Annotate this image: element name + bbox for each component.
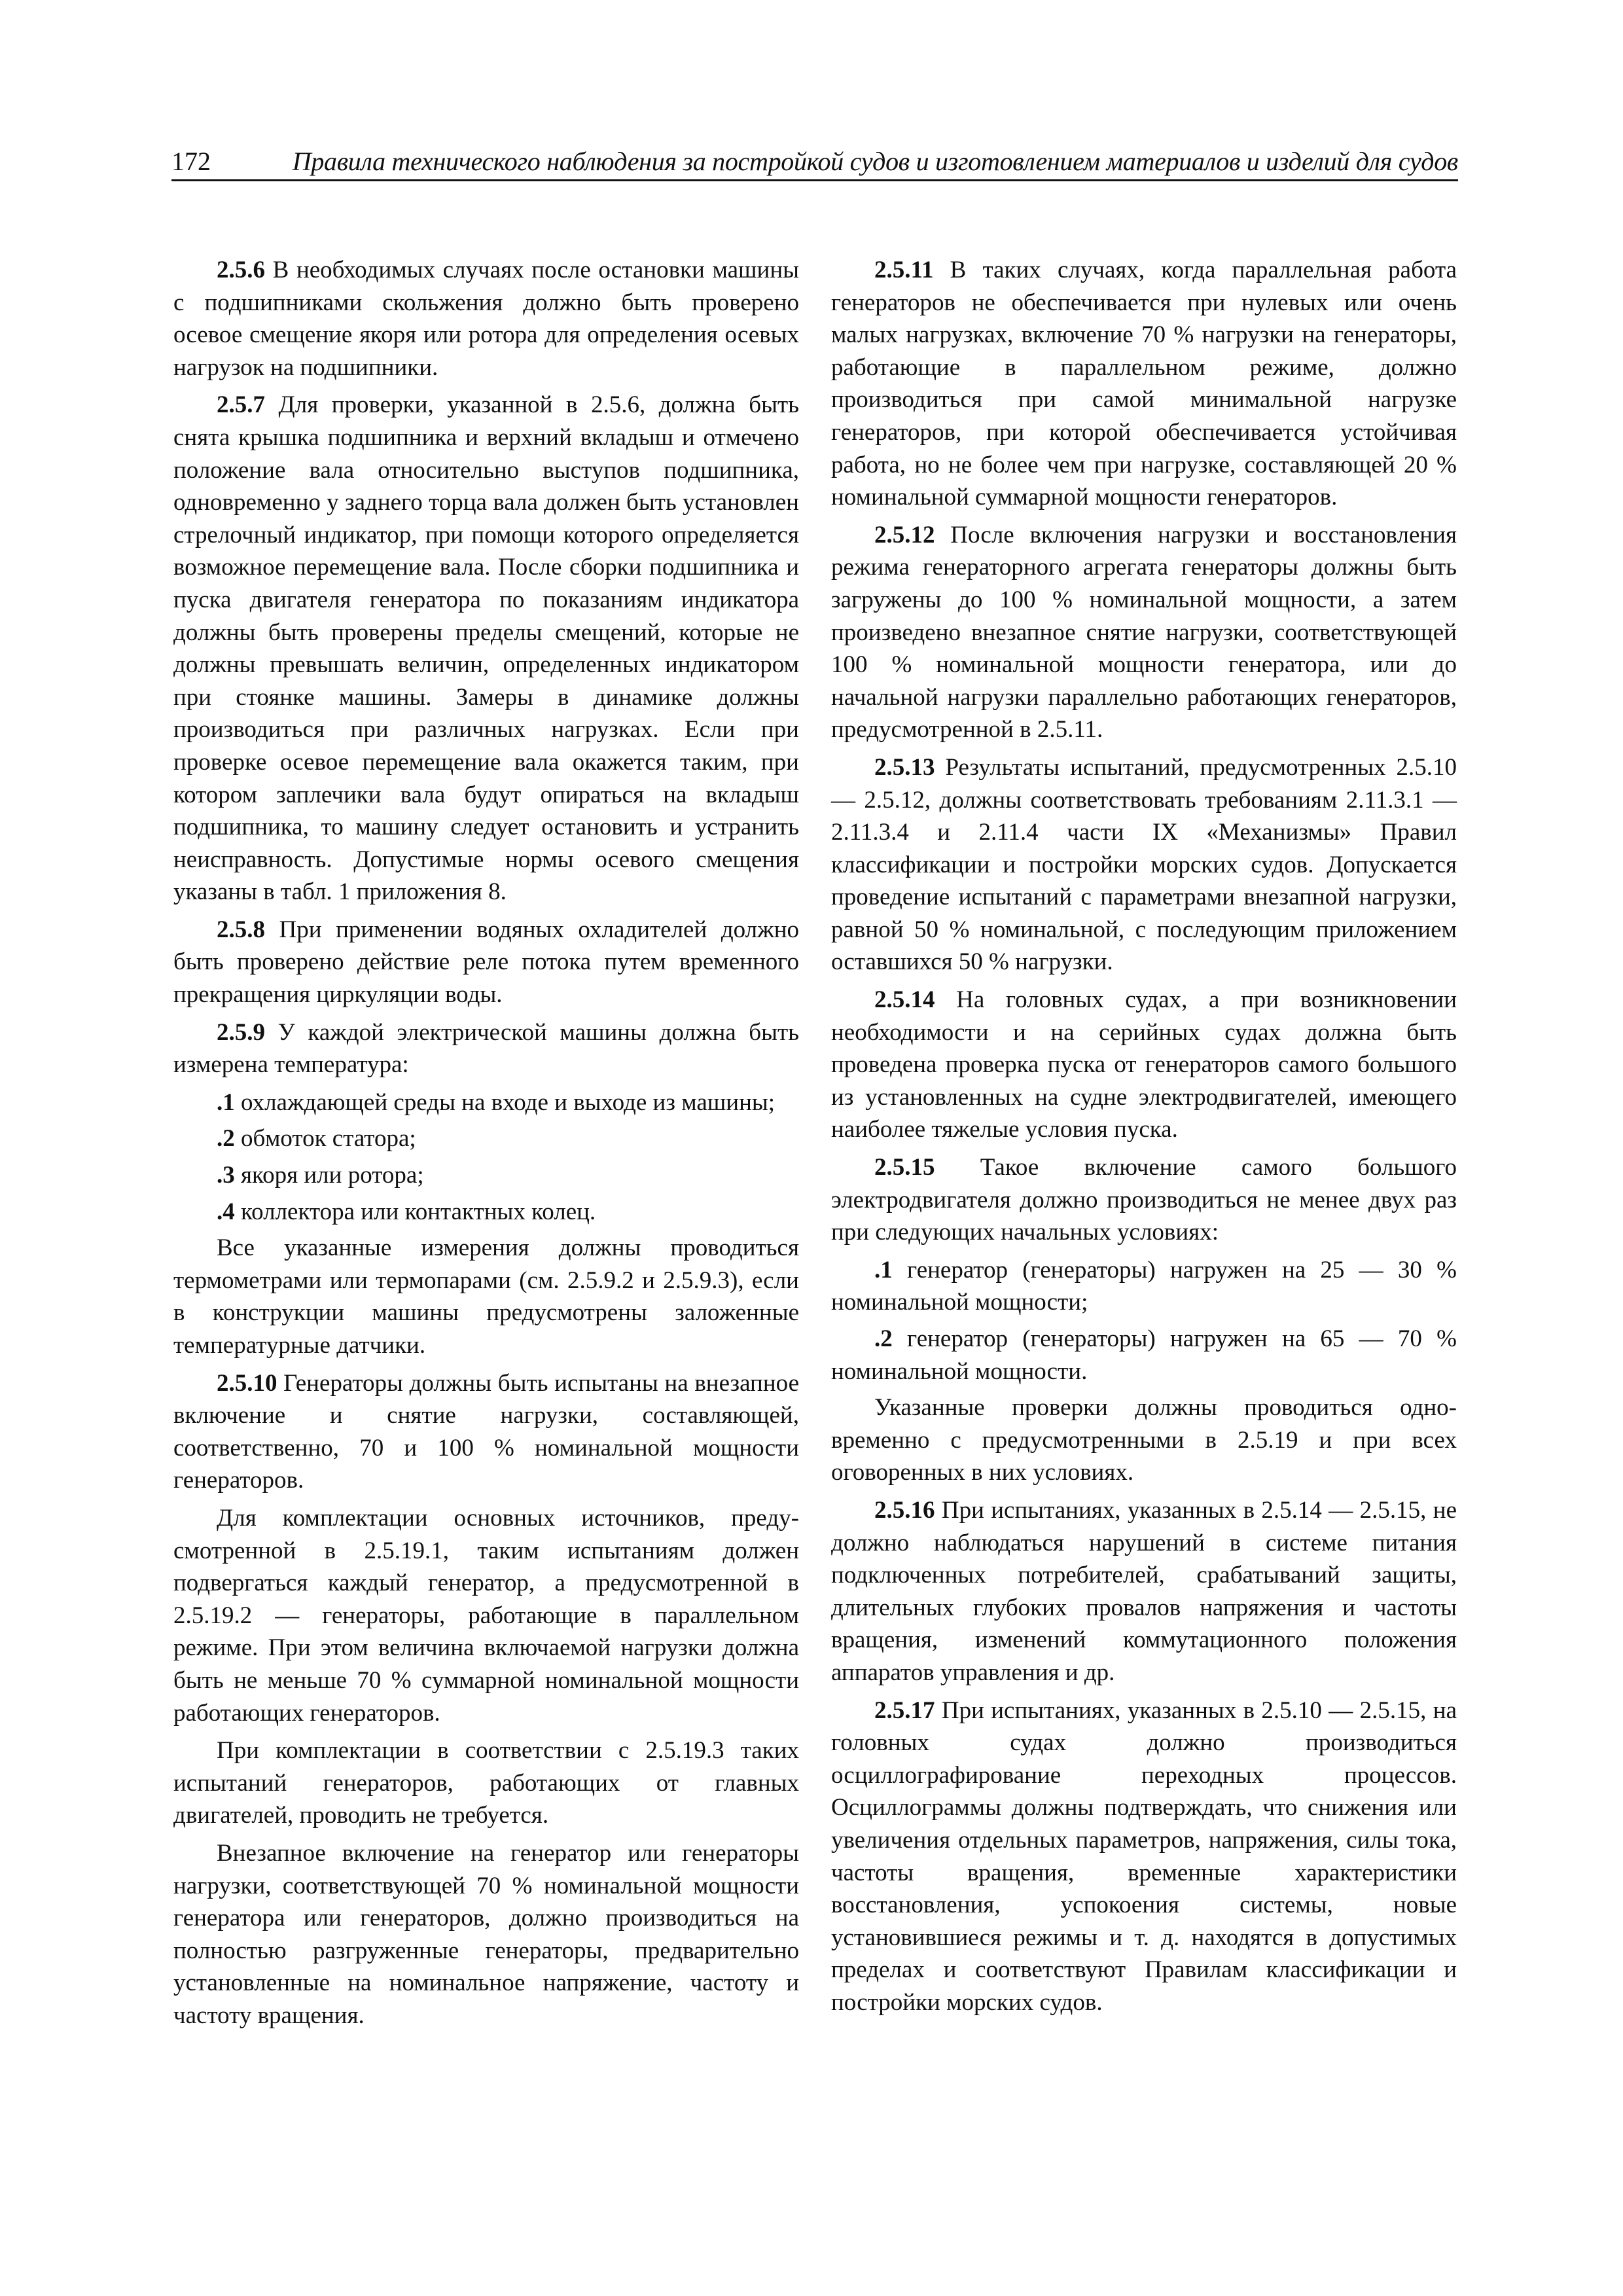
paragraph <box>173 1232 799 1361</box>
paragraph-text: Для комплектации основных источников, предусмотренной в 2.5.19.1, таким испытаниям должен подвергаться каждый генератор, а предусмотренной в 2.5.19.2 — генераторы, работающие в параллельном режиме. При этом величина включаемой нагрузки должна быть не меньше 70 % суммарной номинальной мощности работающих генераторов. <box>173 1504 799 1727</box>
clause-number: 2.5.17 <box>874 1696 935 1724</box>
clause-number: .1 <box>874 1256 893 1283</box>
paragraph-text: якоря или ротора; <box>234 1162 424 1189</box>
section-paragraph <box>173 1367 799 1497</box>
clause-number: 2.5.9 <box>217 1018 265 1046</box>
clause-number: .2 <box>217 1125 235 1153</box>
clause-number: 2.5.6 <box>217 257 265 283</box>
section-paragraph <box>831 254 1457 514</box>
paragraph-text: Генераторы должны быть испытаны на внезапное включение и снятие нагрузки, составляющей, соответственно, 70 и 100 % номинальной мощности генераторов. <box>173 1369 799 1494</box>
paragraph-text: генератор (генераторы) нагружен на 25 — 30 % номинальной мощности; <box>831 1256 1457 1316</box>
paragraph-text: После включения нагрузки и восстановления режима генераторного агрегата генераторы должны быть загружены до 100 % номинальной мощности, а затем произведено внезапное снятие нагрузки, соответствующей 100 % номинальной мощности генератора, или до начальной нагрузки параллельно работающих генераторов, предусмотренной в 2.5.11. <box>831 521 1457 744</box>
paragraph-text: При применении водяных охладителей должно быть проверено действие реле потока путем временного прекращения циркуляции воды. <box>173 916 799 1009</box>
paragraph-text: обмоток статора; <box>234 1125 416 1153</box>
left-column <box>173 254 799 2037</box>
paragraph-text: На головных судах, а при возникновении необходимости и на серийных судах должна быть проведена проверка пуска от генераторов самого большого из установленных на судне электродвигателей, имеющего наиболее тяжелые условия пуска. <box>831 986 1457 1143</box>
clause-number: 2.5.12 <box>874 521 935 548</box>
paragraph-text: Для проверки, указанной в 2.5.6, должна быть снята крышка подшипника и верхний вкладыш и отмечено положение вала относительно выступов подшипника, одновременно у заднего торца вала должен быть установлен стрелочный индикатор, при помощи которого определяется возможное перемещение вала. После сборки подшипника и пуска двигателя генератора по показаниям индикатора должны быть проверены пределы смещений, которые не должны превышать величин, определенных индикатором при стоянке машины. Замеры в динамике должны производиться при различных нагрузках. Если при проверке осевое перемещение вала окажется таким, при котором заплечики вала будут опираться на вкладыш подшипника, то машину следует остановить и устранить неисправность. Допустимые нормы осевого смещения указаны в табл. 1 приложения 8. <box>173 391 799 906</box>
paragraph <box>173 1502 799 1729</box>
paragraph <box>173 1734 799 1832</box>
clause-number: 2.5.10 <box>217 1369 277 1397</box>
list-item <box>173 1122 799 1155</box>
section-paragraph <box>173 389 799 908</box>
page-number: 172 <box>171 147 211 176</box>
page-header <box>171 145 1458 181</box>
right-column <box>831 254 1457 2024</box>
running-title: Правила технического наблюдения за постройкой судов и изготовлением материалов и изделий для судов <box>292 147 1458 176</box>
clause-number: .3 <box>217 1162 235 1189</box>
clause-number: .4 <box>217 1198 235 1225</box>
paragraph-text: Все указанные измерения должны проводиться термометрами или термопарами (см. 2.5.9.2 и 2.5.9.3), если в конструкции машины предусмотрены заложенные температурные датчики. <box>173 1234 799 1359</box>
list-item <box>173 1086 799 1119</box>
section-paragraph <box>831 1151 1457 1249</box>
clause-number: 2.5.13 <box>874 753 935 781</box>
section-paragraph <box>173 1016 799 1081</box>
section-paragraph <box>831 1695 1457 2019</box>
list-item <box>173 1196 799 1229</box>
paragraph <box>831 1391 1457 1489</box>
paragraph-text: Указанные проверки должны проводиться одновременно с предусмотренными в 2.5.19 и при всех оговоренных в них условиях. <box>831 1394 1457 1486</box>
clause-number: 2.5.16 <box>874 1496 935 1524</box>
list-item <box>831 1254 1457 1319</box>
paragraph-text: В таких случаях, когда параллельная работа генераторов не обеспечивается при нулевых или очень малых нагрузках, включение 70 % нагрузки на генераторы, работающие в параллельном режиме, должно производиться при самой минимальной нагрузке генераторов, при которой обеспечивается устойчивая работа, но не более чем при нагрузке, составляющей 20 % номинальной суммарной мощности генераторов. <box>831 257 1457 511</box>
paragraph-text: При испытаниях, указанных в 2.5.10 — 2.5.15, на головных судах должно производиться осциллографирование переходных процессов. Осциллограммы должны подтверждать, что снижения или увеличения отдельных параметров, напряжения, силы тока, частоты вращения, временные характеристики восстановления, успокоения системы, новые установившиеся режимы и т. д. находятся в допустимых пределах и соответствуют Правилам классификации и постройки морских судов. <box>831 1696 1457 2016</box>
paragraph-text: Внезапное включение на генератор или генераторы нагрузки, соответствующей 70 % номинальной мощности генератора или генераторов, должно производиться на полностью разгруженные генераторы, предварительно установленные на номинальное напряжение, частоту и частоту вращения. <box>173 1839 799 2029</box>
paragraph-text: В необходимых случаях после остановки машины с подшипниками скольжения должно быть проверено осевое смещение якоря или ротора для определения осевых нагрузок на подшипники. <box>173 257 799 381</box>
section-paragraph <box>173 914 799 1011</box>
clause-number: 2.5.11 <box>874 257 934 283</box>
paragraph-text: охлаждающей среды на входе и выходе из машины; <box>234 1088 776 1116</box>
section-paragraph <box>831 519 1457 746</box>
list-item <box>831 1323 1457 1388</box>
clause-number: 2.5.15 <box>874 1154 935 1181</box>
paragraph-text: генератор (генераторы) нагружен на 65 — 70 % номинальной мощности. <box>831 1325 1457 1385</box>
paragraph <box>173 1837 799 2032</box>
section-paragraph <box>173 254 799 384</box>
clause-number: 2.5.8 <box>217 916 265 943</box>
section-paragraph <box>831 984 1457 1146</box>
paragraph-text: При комплектации в соответствии с 2.5.19.3 таких испытаний генераторов, работающих от главных двигателей, проводить не требуется. <box>173 1737 799 1829</box>
paragraph-text: У каждой электрической машины должна быть измерена температура: <box>173 1018 799 1079</box>
clause-number: .2 <box>874 1325 893 1352</box>
paragraph-text: При испытаниях, указанных в 2.5.14 — 2.5.15, не должно наблюдаться нарушений в системе питания подключенных потребителей, срабатываний защиты, длительных глубоких провалов напряжения и частоты вращения, изменений коммутационного положения аппаратов управления и др. <box>831 1496 1457 1686</box>
section-paragraph <box>831 751 1457 978</box>
clause-number: 2.5.14 <box>874 986 935 1014</box>
section-paragraph <box>831 1494 1457 1689</box>
paragraph-text: коллектора или контактных колец. <box>234 1198 596 1225</box>
paragraph-text: Результаты испытаний, предусмотренных 2.5.10 — 2.5.12, должны соответствовать требованиям 2.11.3.1 — 2.11.3.4 и 2.11.4 части IX «Механизмы» Правил классификации и постройки морских судов. Допускается проведение испытаний с параметрами внезапной нагрузки, равной 50 % номинальной, с последующим приложением оставшихся 50 % нагрузки. <box>831 753 1457 976</box>
clause-number: 2.5.7 <box>217 391 265 419</box>
list-item <box>173 1159 799 1192</box>
paragraph-text: Такое включение самого большого электродвигателя должно производиться не менее двух раз при следующих начальных условиях: <box>831 1154 1457 1246</box>
clause-number: .1 <box>217 1088 235 1116</box>
